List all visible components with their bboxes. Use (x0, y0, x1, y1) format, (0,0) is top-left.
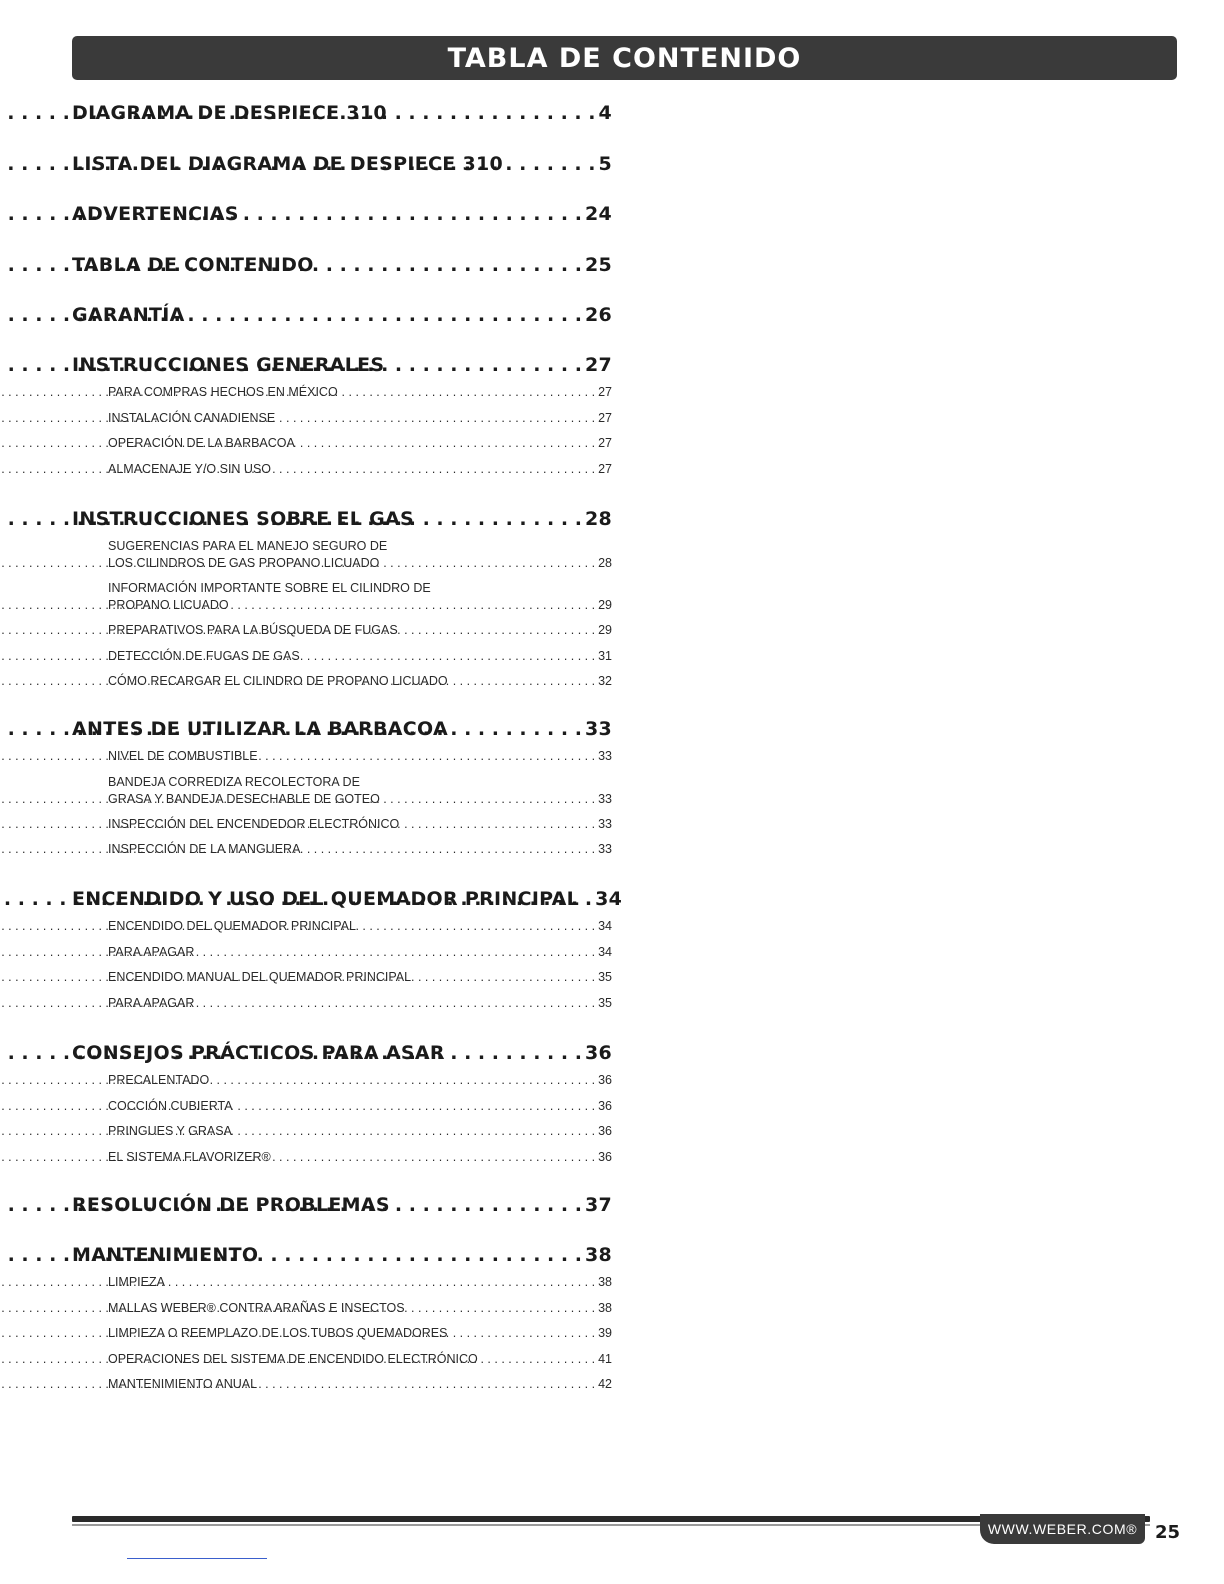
dot-leader (261, 744, 596, 770)
toc-subentry[interactable] (72, 770, 612, 812)
dot-leader (197, 940, 595, 966)
toc-entry-page: 38 (584, 1244, 612, 1266)
toc-subentry-title: PRECALENTADO (108, 1073, 210, 1087)
toc-subentry-page: 38 (598, 1300, 612, 1315)
toc-subentry[interactable] (72, 1145, 612, 1171)
dot-leader (390, 100, 596, 126)
dot-leader (168, 1270, 595, 1296)
toc-entry-title: GARANTÍA (72, 304, 185, 326)
toc-subentry[interactable] (72, 965, 612, 991)
toc-subentry[interactable] (72, 744, 612, 770)
dot-leader (303, 644, 595, 670)
toc-subentry-title: ENCENDIDO DEL QUEMADOR PRINCIPAL (108, 919, 356, 933)
toc-subentry-title: ENCENDIDO MANUAL DEL QUEMADOR PRINCIPAL (108, 970, 412, 984)
dot-leader (451, 716, 582, 742)
toc-entry-page: 34 (595, 888, 623, 910)
toc-entry[interactable] (72, 1040, 612, 1066)
toc-subentry[interactable] (72, 457, 612, 483)
toc-entry-title: ADVERTENCIAS (72, 203, 239, 225)
toc-entry-title: CONSEJOS PRÁCTICOS PARA ASAR (72, 1042, 445, 1064)
dot-leader (274, 1145, 595, 1171)
toc-entry-page: 24 (584, 203, 612, 225)
dot-leader (359, 914, 595, 940)
toc-subentry[interactable] (72, 991, 612, 1017)
blue-underline (127, 1558, 267, 1559)
toc-subentry-title: MANTENIMIENTO ANUAL (108, 1377, 258, 1391)
toc-subentry-title-line2: GRASA Y BANDEJA DESECHABLE DE GOTEO (108, 791, 380, 806)
toc-subentry-page: 36 (598, 1124, 612, 1138)
toc-subentry-line2 (108, 597, 612, 614)
toc-subentry[interactable] (72, 1094, 612, 1120)
toc-subentry-title: EL SISTEMA FLAVORIZER® (108, 1149, 271, 1164)
dot-leader (393, 1192, 582, 1218)
toc-subentry-title: INSPECCIÓN DE LA MANGUERA (108, 842, 301, 856)
page-title: TABLA DE CONTENIDO (447, 42, 802, 74)
dot-leader (235, 1119, 595, 1145)
toc-subentry[interactable] (72, 1270, 612, 1296)
dot-leader (242, 201, 582, 227)
toc-subentry[interactable] (72, 837, 612, 863)
toc-subentry[interactable] (72, 644, 612, 670)
toc-subentry[interactable] (72, 914, 612, 940)
toc-subentry[interactable] (72, 534, 612, 576)
toc-subentry[interactable] (72, 618, 612, 644)
toc-entry-title: LISTA DEL DIAGRAMA DE DESPIECE 310 (72, 153, 504, 175)
toc-subentry-title: NIVEL DE COMBUSTIBLE (108, 749, 258, 763)
toc-entry-page: 36 (584, 1042, 612, 1064)
dot-leader (212, 1068, 595, 1094)
toc-section (72, 1040, 612, 1170)
toc-entry-page: 37 (584, 1194, 612, 1216)
dot-leader (261, 1242, 582, 1268)
toc-subentry-page: 29 (598, 623, 612, 637)
toc-subentry-page: 39 (598, 1326, 612, 1340)
dot-leader (450, 1321, 595, 1347)
toc-subentry-title-line1: INFORMACIÓN IMPORTANTE SOBRE EL CILINDRO DE (108, 581, 431, 595)
toc-subentry-title: PREPARATIVOS PARA LA BÚSQUEDA DE FUGAS (108, 623, 398, 637)
toc-subentry-page: 33 (598, 842, 612, 856)
toc-section (72, 506, 612, 695)
dot-leader (382, 555, 595, 572)
toc-entry-page: 25 (584, 254, 612, 276)
toc-section (72, 201, 612, 227)
dot-leader (341, 380, 595, 406)
toc-entry-page: 5 (598, 153, 612, 175)
dot-leader (451, 669, 595, 695)
toc-subentry-title: PARA APAGAR (108, 944, 195, 959)
dot-leader (232, 597, 595, 614)
toc-subentry[interactable] (72, 406, 612, 432)
toc-entry[interactable] (72, 506, 612, 532)
toc-subentry-line2 (108, 791, 612, 808)
toc-section (72, 1242, 612, 1398)
toc-entry-title: DIAGRAMA DE DESPIECE 310 (72, 102, 387, 124)
website-tab[interactable] (980, 1514, 1145, 1544)
toc-entry-page: 28 (584, 508, 612, 530)
toc-entry[interactable] (72, 252, 612, 278)
toc-entry[interactable] (72, 100, 612, 126)
toc-entry-page: 26 (584, 304, 612, 326)
toc-subentry-title-line1: BANDEJA CORREDIZA RECOLECTORA DE (108, 774, 360, 789)
toc-subentry[interactable] (72, 940, 612, 966)
toc-subentry-title: DETECCIÓN DE FUGAS DE GAS (108, 648, 300, 663)
dot-leader (383, 791, 595, 808)
toc-section (72, 151, 612, 177)
toc-subentry[interactable] (72, 812, 612, 838)
toc-subentry-page: 38 (598, 1275, 612, 1289)
toc-section (72, 100, 612, 126)
toc-subentry-page: 34 (598, 944, 612, 959)
toc-subentry-title: LIMPIEZA O REEMPLAZO DE LOS TUBOS QUEMADORES (108, 1326, 448, 1340)
toc-subentry-page: 27 (598, 436, 612, 450)
dot-leader (387, 352, 582, 378)
toc-subentry-page: 27 (598, 385, 612, 399)
dot-leader (402, 812, 595, 838)
toc-section (72, 302, 612, 328)
toc-subentry-title: CÓMO RECARGAR EL CILINDRO DE PROPANO LICUADO (108, 674, 448, 688)
toc-section (72, 352, 612, 482)
toc-subentry-title: COCCIÓN CUBIERTA (108, 1098, 233, 1113)
dot-leader (414, 965, 595, 991)
toc-section (72, 886, 623, 1016)
dot-leader (506, 151, 595, 177)
toc-entry[interactable] (72, 352, 612, 378)
toc-entry-title: INSTRUCCIONES SOBRE EL GAS (72, 508, 414, 530)
toc-subentry-page: 27 (598, 410, 612, 425)
toc-subentry-page: 36 (598, 1073, 612, 1087)
toc-entry[interactable] (72, 302, 612, 328)
toc-entry[interactable] (72, 201, 612, 227)
toc-subentry-page: 42 (598, 1377, 612, 1391)
toc-entry-title: INSTRUCCIONES GENERALES (72, 354, 385, 376)
dot-leader (298, 431, 595, 457)
toc-entry-title: TABLA DE CONTENIDO (72, 254, 314, 276)
toc-subentry-title: ALMACENAJE Y/O SIN USO (108, 461, 272, 476)
toc-subentry-line2 (108, 555, 612, 572)
toc-subentry[interactable] (72, 1372, 612, 1398)
dot-leader (582, 886, 592, 912)
dot-leader (408, 1296, 596, 1322)
dot-leader (401, 618, 595, 644)
toc-entry-title: MANTENIMIENTO (72, 1244, 259, 1266)
dot-leader (260, 1372, 595, 1398)
toc-section (72, 252, 612, 278)
toc-subentry[interactable] (72, 1296, 612, 1322)
toc-subentry-title-line1: SUGERENCIAS PARA EL MANEJO SEGURO DE (108, 539, 388, 553)
toc-subentry-title: PRINGUES Y GRASA (108, 1124, 232, 1138)
toc-entry-page: 27 (584, 354, 612, 376)
toc-subentry-title: OPERACIÓN DE LA BARBACOA (108, 436, 295, 450)
toc-subentry-title: PARA COMPRAS HECHOS EN MÉXICO (108, 385, 338, 399)
toc-entry[interactable] (72, 886, 623, 912)
toc-subentry-page: 31 (598, 648, 612, 663)
toc-subentry-page: 33 (598, 791, 612, 806)
dot-leader (417, 506, 582, 532)
toc-subentry[interactable] (72, 431, 612, 457)
toc-subentry-page: 41 (598, 1351, 612, 1366)
toc-entry[interactable] (72, 716, 612, 742)
toc-entry-title: ANTES DE UTILIZAR LA BARBACOA (72, 718, 448, 740)
dot-leader (448, 1040, 582, 1066)
toc-section (72, 716, 612, 863)
toc-subentry-page: 33 (598, 816, 612, 831)
toc-subentry[interactable] (72, 1119, 612, 1145)
toc-subentry-page: 34 (598, 919, 612, 933)
toc-entry[interactable] (72, 151, 612, 177)
dot-leader (303, 837, 595, 863)
dot-leader (481, 1347, 595, 1373)
toc-subentry-title: OPERACIONES DEL SISTEMA DE ENCENDIDO ELECTRÓNICO (108, 1351, 478, 1366)
toc-subentry-title-line2: PROPANO LICUADO (108, 598, 229, 612)
toc-entry-title: ENCENDIDO Y USO DEL QUEMADOR PRINCIPAL (72, 888, 580, 910)
toc-subentry-page: 33 (598, 749, 612, 763)
toc-subentry-page: 35 (598, 995, 612, 1010)
toc-subentry[interactable] (72, 380, 612, 406)
toc-subentry-page: 32 (598, 674, 612, 688)
dot-leader (317, 252, 582, 278)
dot-leader (236, 1094, 596, 1120)
toc-subentry-page: 29 (598, 598, 612, 612)
toc-subentry[interactable] (72, 576, 612, 618)
toc-subentry-title: MALLAS WEBER® CONTRA ARAÑAS E INSECTOS (108, 1300, 405, 1315)
dot-leader (197, 991, 595, 1017)
toc-subentry-title: PARA APAGAR (108, 995, 195, 1010)
toc-entry[interactable] (72, 1192, 612, 1218)
dot-leader (188, 302, 582, 328)
toc-entry-title: RESOLUCIÓN DE PROBLEMAS (72, 1194, 390, 1216)
website-url[interactable]: WWW.WEBER.COM® (987, 1521, 1138, 1537)
toc-subentry-page: 28 (598, 556, 612, 570)
toc-entry-page: 4 (598, 102, 612, 124)
toc-subentry-title-line2: LOS CILINDROS DE GAS PROPANO LICUADO (108, 556, 380, 570)
page-number: 25 (1155, 1522, 1181, 1543)
dot-leader (274, 457, 595, 483)
title-banner (72, 36, 1177, 80)
dot-leader (278, 406, 595, 432)
toc-subentry[interactable] (72, 1068, 612, 1094)
toc-subentry-title: LIMPIEZA (108, 1275, 165, 1289)
toc-section (72, 1192, 612, 1218)
toc-subentry[interactable] (72, 669, 612, 695)
toc-subentry[interactable] (72, 1347, 612, 1373)
toc-subentry[interactable] (72, 1321, 612, 1347)
toc-entry[interactable] (72, 1242, 612, 1268)
toc-subentry-page: 36 (598, 1098, 612, 1113)
toc-subentry-page: 35 (598, 970, 612, 984)
toc-subentry-page: 36 (598, 1149, 612, 1164)
toc-subentry-title: INSPECCIÓN DEL ENCENDEDOR ELECTRÓNICO (108, 816, 400, 831)
toc-subentry-page: 27 (598, 461, 612, 476)
toc-entry-page: 33 (584, 718, 612, 740)
toc-subentry-title: INSTALACIÓN CANADIENSE (108, 410, 276, 425)
